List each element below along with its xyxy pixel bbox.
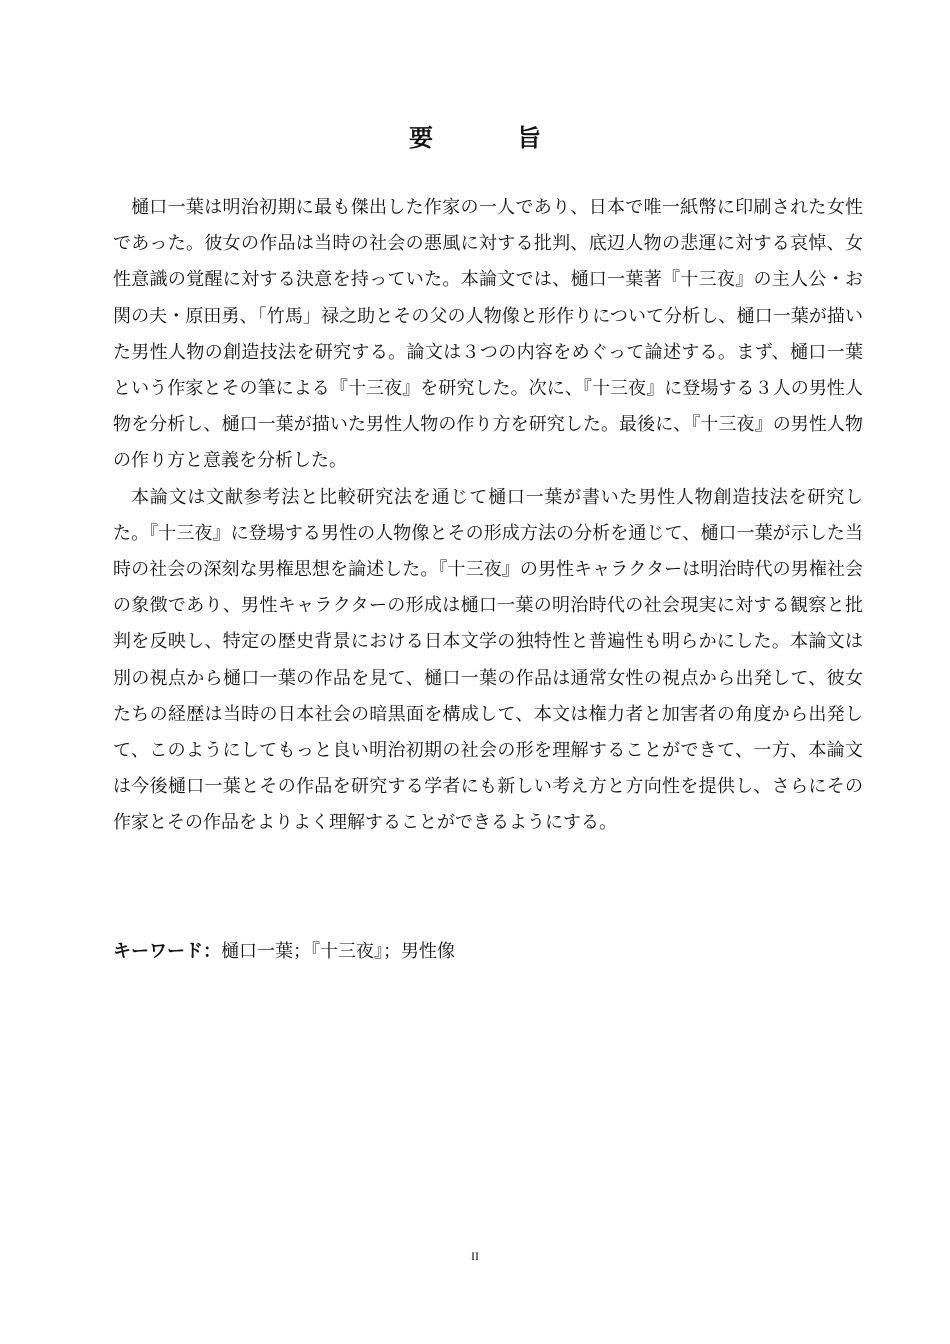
- keywords-line: [113, 932, 863, 972]
- page-number: II: [471, 1249, 479, 1263]
- abstract-paragraph-1: 樋口一葉は明治初期に最も傑出した作家の一人であり、日本で唯一紙幣に印刷された女性であった。彼女の作品は当時の社会の悪風に対する批判、底辺人物の悲運に対する哀悼、女性意識の覚醒に対する決意を持っていた。本論文では、樋口一葉著『十三夜』の主人公・お関の夫・原田勇、「竹馬」禄之助とその父の人物像と形作りについて分析し、樋口一葉が描いた男性人物の創造技法を研究する。論文は３つの内容をめぐって論述する。まず、樋口一葉という作家とその筆による『十三夜』を研究した。次に、『十三夜』に登場する３人の男性人物を分析し、樋口一葉が描いた男性人物の作り方を研究した。最後に、『十三夜』の男性人物の作り方と意義を分析した。: [113, 197, 863, 472]
- keywords-value: 樋口一葉；『十三夜』；男性像: [221, 941, 455, 962]
- abstract-body: [113, 190, 863, 842]
- abstract-paragraph-2: 本論文は文献参考法と比較研究法を通じて樋口一葉が書いた男性人物創造技法を研究した。『十三夜』に登場する男性の人物像とその形成方法の分析を通じて、樋口一葉が示した当時の社会の深刻な男権思想を論述した。『十三夜』の男性キャラクターは明治時代の男権社会の象徴であり、男性キャラクターの形成は樋口一葉の明治時代の社会現実に対する観察と批判を反映し、特定の歴史背景における日本文学の独特性と普遍性も明らかにした。本論文は別の視点から樋口一葉の作品を見て、樋口一葉の作品は通常女性の視点から出発して、彼女たちの経歴は当時の日本社会の暗黒面を構成して、本文は権力者と加害者の角度から出発して、このようにしてもっと良い明治初期の社会の形を理解することができて、一方、本論文は今後樋口一葉とその作品を研究する学者にも新しい考え方と方向性を提供し、さらにその作家とその作品をよりよく理解することができるようにする。: [113, 486, 863, 834]
- page-title: 要 旨: [409, 123, 571, 152]
- keywords-label: キーワード：: [113, 941, 221, 962]
